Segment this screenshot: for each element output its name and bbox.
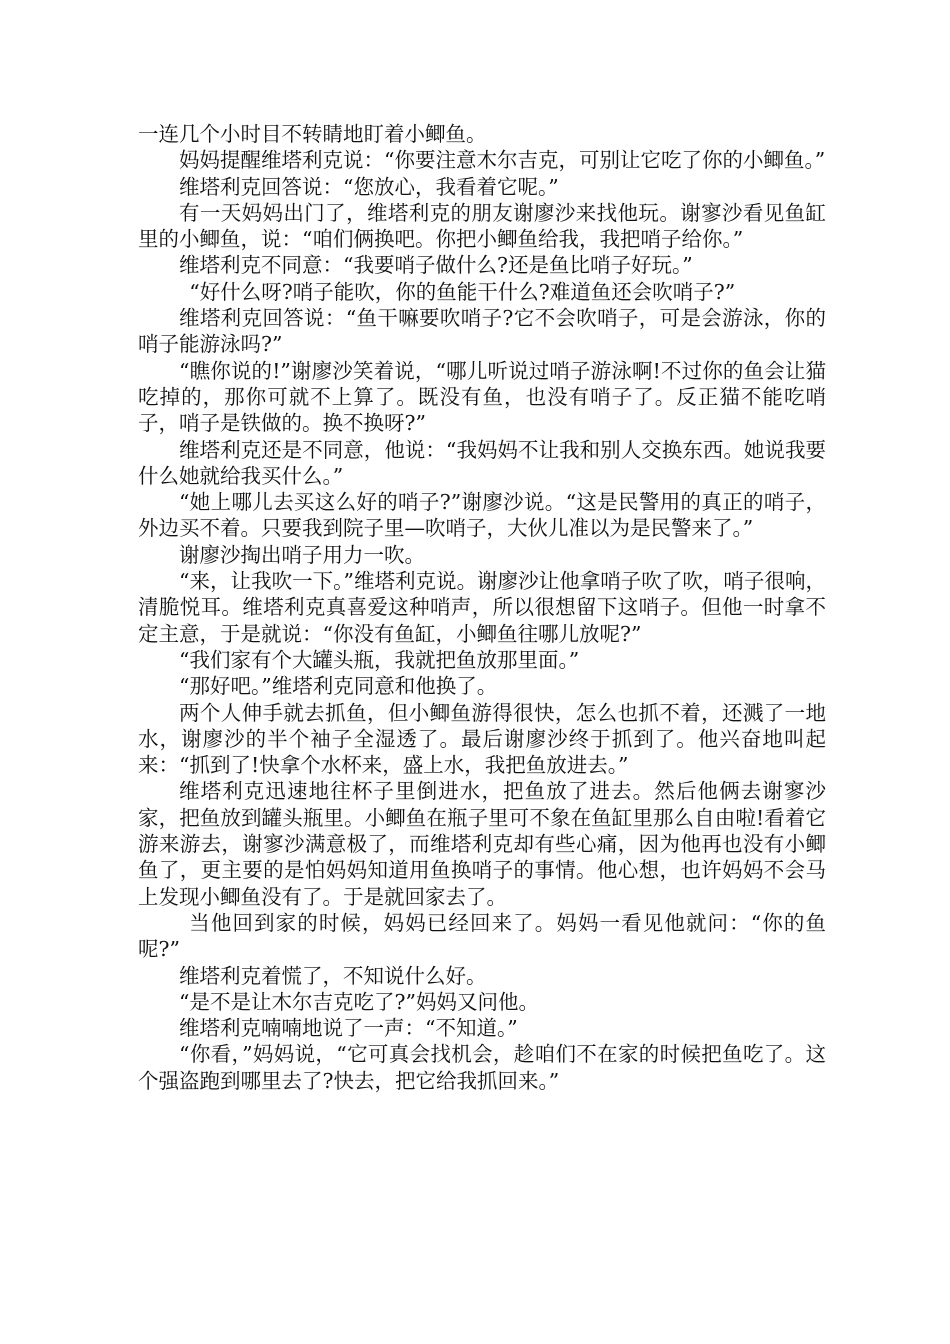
paragraph-16: 维塔利克迅速地往杯子里倒进水，把鱼放了进去。然后他俩去谢寥沙家，把鱼放到罐头瓶里。小鲫鱼在瓶子里可不象在鱼缸里那么自由啦!看着它游来游去，谢寥沙满意极了，而维塔利克却有些心痛，因为他再也没有小鲫鱼了，更主要的是怕妈妈知道用鱼换哨子的事情。他心想，也许妈妈不会马上发现小鲫鱼没有了。于是就回家去了。 [138,779,826,909]
paragraph-15: 两个人伸手就去抓鱼，但小鲫鱼游得很快，怎么也抓不着，还溅了一地水，谢廖沙的半个袖子全湿透了。最后谢廖沙终于抓到了。他兴奋地叫起来：“抓到了!快拿个水杯来，盛上水，我把鱼放进去。” [138,700,826,778]
paragraph-8: “瞧你说的!”谢廖沙笑着说，“哪儿听说过哨子游泳啊!不过你的鱼会让猫吃掉的，那你可就不上算了。既没有鱼，也没有哨子了。反正猫不能吃哨子，哨子是铁做的。换不换呀?” [138,358,826,436]
paragraph-19: “是不是让木尔吉克吃了?”妈妈又问他。 [179,989,539,1014]
paragraph-14: “那好吧。”维塔利克同意和他换了。 [179,674,498,699]
paragraph-5: 维塔利克不同意：“我要哨子做什么?还是鱼比哨子好玩。” [179,253,693,278]
paragraph-11: 谢廖沙掏出哨子用力一吹。 [179,542,425,567]
paragraph-21: “你看，”妈妈说，“它可真会找机会，趁咱们不在家的时候把鱼吃了。这个强盗跑到哪里去了?快去，把它给我抓回来。” [138,1042,826,1093]
paragraph-1: 一连几个小时目不转睛地盯着小鲫鱼。 [138,122,487,146]
paragraph-9: 维塔利克还是不同意，他说：“我妈妈不让我和别人交换东西。她说我要什么她就给我买什么。” [138,437,826,488]
paragraph-2: 妈妈提醒维塔利克说：“你要注意木尔吉克，可别让它吃了你的小鲫鱼。” [179,148,826,173]
paragraph-17: 当他回到家的时候，妈妈已经回来了。妈妈一看见他就问：“你的鱼呢?” [138,910,826,962]
paragraph-3: 维塔利克回答说：“您放心，我看着它呢。” [179,174,559,199]
paragraph-10: “她上哪儿去买这么好的哨子?”谢廖沙说。“这是民警用的真正的哨子，外边买不着。只要我到院子里—吹哨子，大伙儿准以为是民警来了。” [138,490,826,541]
paragraph-4: 有一天妈妈出门了，维塔利克的朋友谢廖沙来找他玩。谢寥沙看见鱼缸里的小鲫鱼，说：“咱们俩换吧。你把小鲫鱼给我，我把哨子给你。” [138,200,826,252]
paragraph-13: “我们家有个大罐头瓶，我就把鱼放那里面。” [179,647,580,672]
paragraph-20: 维塔利克喃喃地说了一声：“不知道。” [179,1016,518,1041]
paragraph-18: 维塔利克着慌了，不知说什么好。 [179,963,487,988]
paragraph-7: 维塔利克回答说：“鱼干嘛要吹哨子?它不会吹哨子，可是会游泳，你的哨子能游泳吗?” [138,306,826,357]
paragraph-12: “来，让我吹一下。”维塔利克说。谢廖沙让他拿哨子吹了吹，哨子很响，清脆悦耳。维塔利克真喜爱这种哨声，所以很想留下这哨子。但他一时拿不定主意，于是就说：“你没有鱼缸，小鲫鱼往哪儿放呢?” [138,569,826,646]
story-text [138,121,826,1094]
paragraph-6: “好什么呀?哨子能吹，你的鱼能干什么?难道鱼还会吹哨子?” [189,279,736,304]
